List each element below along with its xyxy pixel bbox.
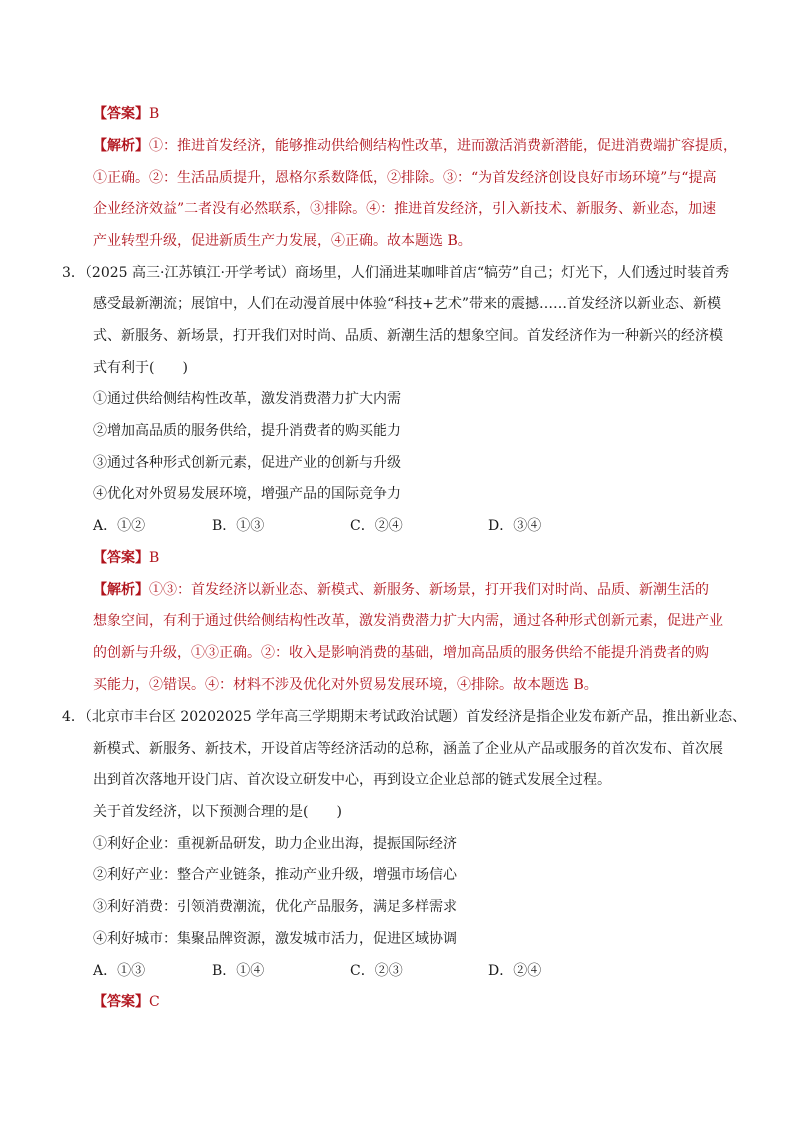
q3-analysis-line-2: 想象空间，有利于通过供给侧结构性改革，激发消费潜力扩大内需，通过各种形式创新元素，促进产业 [93, 613, 723, 629]
q3-analysis-line-4: 买能力，②错误。④：材料不涉及优化对外贸易发展环境，④排除。故本题选 B。 [93, 677, 598, 693]
q3-option-b[interactable]: B．①③ [212, 518, 265, 534]
q3-statement-4: ④优化对外贸易发展环境，增强产品的国际竞争力 [93, 486, 401, 502]
q4-stem-line-1 [62, 707, 746, 727]
q4-option-c[interactable]: C．②③ [350, 963, 403, 979]
q4-statement-2: ②利好产业：整合产业链条，推动产业升级，增强市场信心 [93, 867, 457, 883]
q2-analysis-line-4: 产业转型升级，促进新质生产力发展，④正确。故本题选 B。 [93, 233, 472, 249]
q4-option-b[interactable]: B．①④ [212, 963, 265, 979]
q3-statement-2: ②增加高品质的服务供给，提升消费者的购买能力 [93, 423, 401, 439]
q4-statement-4: ④利好城市：集聚品牌资源，激发城市活力，促进区域协调 [93, 931, 457, 947]
q3-option-a[interactable]: A．①② [93, 518, 146, 534]
q3-answer [93, 548, 159, 568]
answer-value: B [149, 550, 160, 566]
q3-analysis-line-3: 的创新与升级，①③正确。②：收入是影响消费的基础，增加高品质的服务供给不能提升消费者的购 [93, 645, 709, 661]
analysis-tag: 【解析】 [93, 138, 149, 154]
answer-tag: 【答案】 [93, 994, 149, 1010]
q4-option-d[interactable]: D．②④ [488, 963, 542, 979]
answer-tag: 【答案】 [93, 106, 149, 122]
q4-option-a[interactable]: A．①③ [93, 963, 146, 979]
q3-analysis-line-1 [93, 580, 709, 600]
q4-answer [93, 992, 160, 1012]
q3-stem-line-2: 感受最新潮流；展馆中，人们在动漫首展中体验“科技+艺术”带来的震撼……首发经济以新业态、新模 [93, 296, 722, 312]
q3-stem-line-4: 式有利于( ) [93, 360, 188, 376]
q4-statement-3: ③利好消费：引领消费潮流，优化产品服务，满足多样需求 [93, 899, 457, 915]
stem-text: （2025 高三·江苏镇江·开学考试）商场里，人们涌进某咖啡首店“犒劳”自己；灯光下，人们透过时装首秀 [84, 265, 730, 281]
q4-statement-1: ①利好企业：重视新品研发，助力企业出海，提振国际经济 [93, 836, 457, 852]
q3-option-c[interactable]: C．②④ [350, 518, 403, 534]
q3-statement-3: ③通过各种形式创新元素，促进产业的创新与升级 [93, 455, 401, 471]
q4-stem-line-4: 关于首发经济，以下预测合理的是( ) [93, 804, 342, 820]
question-number: 3． [62, 265, 85, 281]
answer-value: B [149, 106, 160, 122]
q2-analysis-line-3: 企业经济效益”二者没有必然联系，③排除。④：推进首发经济，引入新技术、新服务、新业态，加速 [93, 201, 717, 217]
q3-stem-line-1 [62, 263, 729, 283]
analysis-tag: 【解析】 [93, 582, 149, 598]
answer-value: C [149, 994, 160, 1010]
q4-stem-line-2: 新模式、新服务、新技术，开设首店等经济活动的总称，涵盖了企业从产品或服务的首次发布、首次展 [93, 741, 723, 757]
q4-stem-line-3: 出到首次落地开设门店、首次设立研发中心，再到设立企业总部的链式发展全过程。 [93, 772, 611, 788]
q3-stem-line-3: 式、新服务、新场景，打开我们对时尚、品质、新潮生活的想象空间。首发经济作为一种新兴的经济模 [93, 328, 723, 344]
analysis-text: ①③：首发经济以新业态、新模式、新服务、新场景，打开我们对时尚、品质、新潮生活的 [149, 582, 709, 598]
analysis-text: ①：推进首发经济，能够推动供给侧结构性改革，进而激活消费新潜能，促进消费端扩容提质， [149, 138, 737, 154]
q2-analysis-line-1 [93, 136, 737, 156]
q3-statement-1: ①通过供给侧结构性改革，激发消费潜力扩大内需 [93, 391, 401, 407]
q3-option-d[interactable]: D．③④ [488, 518, 542, 534]
answer-tag: 【答案】 [93, 550, 149, 566]
q2-analysis-line-2: ①正确。②：生活品质提升，恩格尔系数降低，②排除。③：“为首发经济创设良好市场环境”与“提高 [93, 170, 717, 186]
question-number: 4． [62, 709, 85, 725]
stem-text: （北京市丰台区 20202025 学年高三学期期末考试政治试题）首发经济是指企业发布新产品，推出新业态、 [84, 709, 747, 725]
q2-answer [93, 104, 159, 124]
